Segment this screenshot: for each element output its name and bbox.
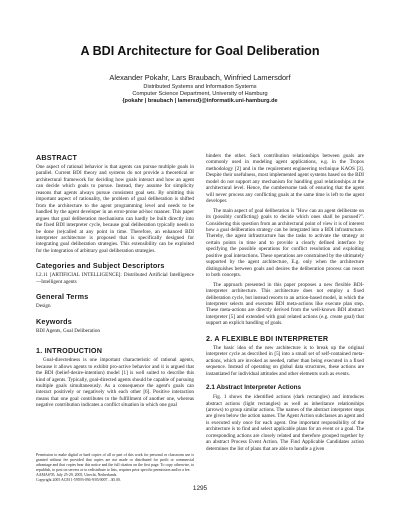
copyright-footnote: Permission to make digital or hard copies of all or part of this work for personal or classroom use is granted without fee provided that copies are not made or distributed for profit or commercial advantage and that copies bear this notice and the full citation on the first page. To copy otherwise, to republish, to post on servers or to redistribute to lists, requires prior specific permission and/or a fee. AAMAS'05, July 25-29, 2005, Utrecht, Netherlands. Copyright 2005 ACM 1-59593-094-9/05/0007 ...$5.00.	[36, 453, 194, 482]
right-paragraph-1: hinders the other. Such contribution relationships between goals are commonly used in modeling agent applications, e.g. in the Tropos methodology [2] and in the requirement engineering technique KAOS [3]. Despite their usefulness, most implemented agent systems based on the BDI model do not support any mechanism for handling goal relationships at the architectural level. Hence, the cumbersome task of ensuring that the agent will never process any conflicting goals at the same time is left to the agent developer.	[206, 153, 364, 205]
right-paragraph-3: The approach presented in this paper proposes a new flexible BDI-interpreter architecture. This architecture does not employ a fixed deliberation cycle, but instead resorts to an action-based model, in which the interpreter selects and executes BDI meta-actions like execute plan step. These meta-actions are directly derived from the well-known BDI abstract interpreter [5] and extended with goal related actions (e.g. create goal) that support an explicit handling of goals.	[206, 281, 364, 327]
general-terms-text: Design	[36, 303, 51, 310]
subsection-2-1-heading: 2.1 Abstract Interpreter Actions	[206, 384, 302, 392]
introduction-text: Goal-directedness is one important characteristic of rational agents, because it allows agents to exhibit pro-active behavior and it is argued that the BDI (belief-desire-intention) model [1] is well suited to describe this kind of agents. Typically, goal-directed agents should be capable of pursuing multiple goals simultaneously. As a consequence the agent's goals can interact positively or negatively with each other [6]. Positive interaction means that one goal contributes to the fulfillment of another one, whereas negative contribution indicates a conflict situation in which one goal	[36, 357, 194, 409]
section-2-text: The basic idea of the new architecture is to break up the original interpreter cycle as described in [5] into a small set of self-contained meta-actions, which are invoked as needed, rather than being executed in a fixed sequence. Instead of operating on global data structures, these actions are instantiated for individual attitudes and other elements such as events.	[206, 344, 364, 377]
categories-heading: Categories and Subject Descriptors	[36, 261, 165, 271]
paper-title: A BDI Architecture for Goal Deliberation	[80, 44, 320, 58]
affiliation-emails: {pokahr | braubach | lamersd}@informatik.uni-hamburg.de	[122, 98, 278, 104]
subsection-2-1-text: Fig. 1 shows the identified actions (dark rectangles) and introduces abstract actions (light rectangles) as well as inheritance relationships (arrows) to group similar actions. The names of the abstract interpreter steps are given below the action names. The Agent Action subclasses an agent and is executed only once for each agent. One important responsibility of the architecture is to find and select applicable plans for an event or a goal. The corresponding actions are closely related and therefore grouped together by an abstract Process Event Action. The Find Applicable Candidates action determines the list of plans that are able to handle a given	[206, 394, 364, 452]
keywords-text: BDI Agents, Goal Deliberation	[36, 327, 100, 334]
page-number: 1295	[192, 485, 208, 492]
affiliation-line-1: Distributed Systems and Information Systems	[143, 84, 257, 90]
right-paragraph-2: The main aspect of goal deliberation is "How can an agent deliberate on its (possibly conflicting) goals to decide which ones shall be pursued?". Considering this question from an architectural point of view it is of interest how a goal deliberation strategy can be integrated into a BDI infrastructure. Thereby, the agent infrastructure has the tasks to activate the strategy at certain points in time and to provide a clearly defined interface by specifying the possible operations for conflict resolution and exploiting positive goal interactions. These operations are constrained by the ultimately supported by the agent architecture, E.g. only when the architecture distinguishes between goals and desires the deliberation process can resort to both concepts.	[206, 207, 364, 279]
section-2-heading: 2. A FLEXIBLE BDI INTERPRETER	[206, 333, 329, 343]
introduction-heading: 1. INTRODUCTION	[36, 346, 103, 356]
paper-authors: Alexander Pokahr, Lars Braubach, Winfried Lamersdorf	[109, 73, 291, 82]
keywords-heading: Keywords	[36, 316, 72, 326]
abstract-heading: ABSTRACT	[36, 153, 78, 162]
abstract-text: One aspect of rational behavior is that agents can pursue multiple goals in parallel. Current BDI theory and systems do not provide a theoretical or architectural framework for deciding how goals interact and how an agent can decide which goals to pursue. Instead, they assume for simplicity reasons that agents always pursue consistent goal sets. By omitting this important aspect of rationality, the problem of goal deliberation is shifted from the architecture to the agent programming level and needs to be handled by the agent developer in an error-prone ad-hoc manner. This paper argues that goal deliberation mechanisms can hardly be built directly into the fixed BDI interpreter cycle, because goal deliberation typically needs to be done (re)called at any point in time. Therefore, an enhanced BDI interpreter architecture is proposed that is specifically designed for integrating goal deliberation strategies. This extensibility can be exploited for the integration of arbitrary goal deliberation strategies.	[36, 164, 194, 254]
left-column	[36, 153, 194, 409]
right-column	[206, 153, 364, 452]
affiliation-line-2: Computer Science Department, University of Hamburg	[132, 91, 268, 97]
categories-text: I.2.11 [ARTIFICIAL INTELLIGENCE]: Distributed Artificial Intelligence—Intelligent agents	[36, 272, 194, 285]
general-terms-heading: General Terms	[36, 292, 89, 302]
